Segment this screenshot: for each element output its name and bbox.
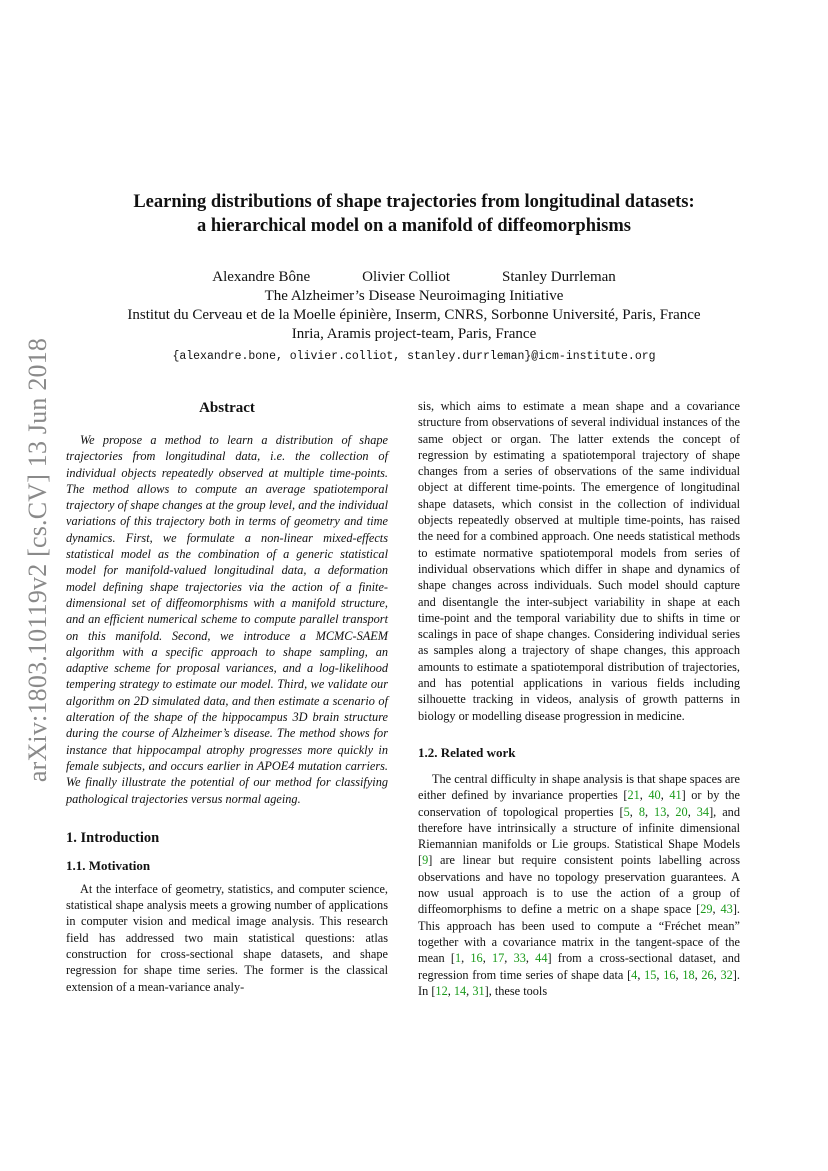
citation-link[interactable]: 16 (663, 967, 676, 982)
text-segment: , (639, 788, 649, 803)
text-segment: ]. In [ (418, 967, 740, 998)
citation-link[interactable]: 16 (470, 951, 483, 966)
citation-link[interactable]: 8 (638, 804, 645, 819)
motivation-heading: 1.1. Motivation (66, 857, 151, 873)
affiliation: The Alzheimer’s Disease Neuroimaging Initiative (264, 288, 564, 304)
author-name: Olivier Colliot (362, 269, 451, 285)
text-segment: , (504, 951, 514, 966)
text-segment: ] from a cross-sectional dataset, and regression from time series of shape data [ (418, 951, 741, 982)
author-name: Stanley Durrleman (502, 269, 616, 285)
text-segment: , (656, 967, 664, 982)
citation-link[interactable]: 43 (720, 902, 733, 917)
citation-link[interactable]: 29 (700, 902, 713, 917)
left-column (66, 398, 388, 995)
affiliation: Inria, Aramis project-team, Paris, France (291, 326, 537, 342)
motivation-paragraph: At the interface of geometry, statistics, and computer science, statistical shape analysis meets a growing number of applications in computer vision and medical image analysis. This research field has addressed two main statistical questions: atlas construction for cross-sectional shape datasets, and shape regression for shape time series. The former is the classical extension of a mean-variance analy- (66, 881, 388, 994)
related-work-heading: 1.2. Related work (418, 744, 516, 760)
citation-link[interactable]: 31 (472, 983, 485, 998)
author-block (60, 268, 768, 366)
text-segment: ] are linear but require consistent points labelling across observations and have no topology preservation guarantees. A now usual approach is to use the action of a group of diffeomorphisms to define a metric on a shape space [ (418, 853, 740, 917)
text-segment: , (644, 804, 655, 819)
paper-title (60, 190, 768, 238)
text-segment: , (687, 804, 697, 819)
citation-link[interactable]: 4 (631, 967, 638, 982)
text-segment: , (713, 967, 721, 982)
title-line-2: a hierarchical model on a manifold of diffeomorphisms (197, 216, 631, 236)
citation-link[interactable]: 1 (454, 951, 462, 966)
citation-link[interactable]: 26 (701, 967, 714, 982)
text-segment: The central difficulty in shape analysis is that shape spaces are either defined by invariance properties [ (418, 771, 740, 803)
right-column (418, 398, 740, 999)
text-segment: , (466, 983, 473, 998)
related-work-paragraph (418, 771, 740, 999)
abstract-text: We propose a method to learn a distribution of shape trajectories from longitudinal data, i.e. the collection of individual objects repeatedly observed at multiple time-points. The method allows to compute an average spatiotemporal trajectory of shape changes at the group level, and the individual variations of this trajectory both in terms of geometry and time dynamics. First, we formulate a non-linear mixed-effects statistical model as the combination of a generic statistical model for manifold-valued longitudinal data, a deformation model defining shape trajectories via the action of a finite-dimensional set of diffeomorphisms with a manifold structure, and an efficient numerical scheme to compute parallel transport on this manifold. Second, we introduce a MCMC-SAEM algorithm with a specific approach to shape sampling, an adaptive scheme for proposal variances, and a log-likelihood tempering strategy to estimate our model. Third, we validate our algorithm on 2D simulated data, and then estimate a scenario of alteration of the shape of the hippocampus 3D brain structure during the course of Alzheimer’s disease. The method shows for instance that hippocampal atrophy progresses more quickly in female subjects, and occurs earlier in APOE4 mutation carriers. We finally illustrate the potential of our method for classifying pathological trajectories versus normal ageing. (66, 433, 388, 806)
text-segment: , (694, 967, 702, 982)
author-emails: {alexandre.bone, olivier.colliot, stanley.durrleman}@icm-institute.org (172, 350, 656, 363)
text-segment: , (629, 804, 639, 819)
text-segment: , (712, 902, 721, 917)
introduction-heading: 1. Introduction (66, 829, 160, 846)
affiliation: Institut du Cerveau et de la Moelle épinière, Inserm, CNRS, Sorbonne Université, Paris, France (127, 307, 701, 323)
author-list (60, 268, 768, 287)
motivation-paragraph-continued: sis, which aims to estimate a mean shape and a covariance structure from observations of several individual instances of the same object or organ. The latter extends the concept of regression by estimating a spatiotemporal trajectory of shape changes from a series of observations of the same individual object at different time-points. The emergence of longitudinal shape datasets, which consist in the collection of individual objects repeatedly observed at multiple time-points, has raised the need for a combined approach. One needs statistical methods to estimate normative spatiotemporal models from series of individual observations which differ in shape and dynamics of shape changes across individuals. Such model should capture and disentangle the inter-subject variability in shape at each time-point and the temporal variability due to shifts in time or scalings in pace of shape changes. Considering individual series as samples along a trajectory of shape changes, this approach amounts to estimate a spatiotemporal distribution of trajectories, and has potential applications in various fields including silhouette tracking in videos, analysis of growth patterns in biology or modelling disease progression in medicine. (418, 399, 740, 723)
arxiv-identifier: arXiv:1803.10119v2 [cs.CV] 13 Jun 2018 (23, 337, 52, 783)
citation-link[interactable]: 15 (644, 967, 657, 982)
text-segment: , (660, 788, 670, 803)
citation-link[interactable]: 44 (535, 951, 548, 966)
text-segment: ], these tools (484, 983, 548, 998)
text-segment: , (666, 804, 676, 819)
citation-link[interactable]: 12 (435, 983, 448, 998)
citation-link[interactable]: 17 (491, 951, 505, 966)
arxiv-sidebar (18, 315, 58, 805)
text-segment: ]. This approach has been used to compute a “Fréchet mean” together with a covariance matrix in the tangent-space of the mean [ (418, 902, 740, 966)
text-segment: ] or by the conservation of topological properties [ (418, 788, 740, 819)
abstract-heading: Abstract (199, 400, 255, 416)
text-segment: , (637, 967, 645, 982)
text-segment: , (447, 983, 454, 998)
citation-link[interactable]: 14 (453, 983, 467, 998)
text-segment: ], and therefore have intrinsically a structure of infinite dimensional Riemannian manifolds or Lie groups. Statistical Shape Models [ (418, 804, 740, 868)
citation-link[interactable]: 13 (654, 804, 667, 819)
citation-link[interactable]: 21 (627, 788, 640, 803)
text-segment: , (482, 951, 492, 966)
citation-link[interactable]: 32 (720, 967, 733, 982)
title-line-1: Learning distributions of shape trajectories from longitudinal datasets: (133, 192, 695, 212)
text-segment: , (525, 951, 536, 966)
citation-link[interactable]: 5 (623, 804, 630, 819)
text-segment: , (675, 967, 683, 982)
citation-link[interactable]: 33 (513, 951, 526, 966)
citation-link[interactable]: 20 (675, 804, 688, 819)
text-segment: , (461, 951, 471, 966)
citation-link[interactable]: 9 (422, 853, 429, 868)
citation-link[interactable]: 40 (648, 788, 661, 803)
citation-link[interactable]: 41 (669, 788, 682, 803)
author-name: Alexandre Bône (212, 269, 311, 285)
citation-link[interactable]: 34 (696, 804, 710, 819)
citation-link[interactable]: 18 (682, 967, 695, 982)
